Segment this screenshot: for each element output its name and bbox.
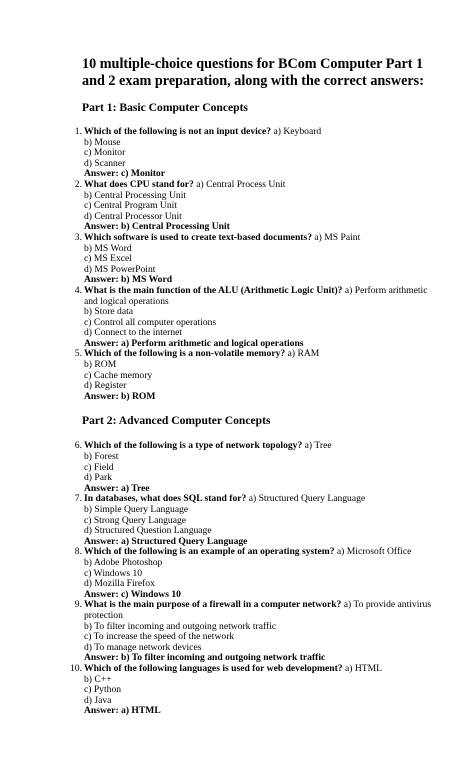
- option: b) ROM: [84, 359, 117, 371]
- option: c) Control all computer operations: [84, 316, 217, 328]
- option: d) Structured Question Language: [84, 525, 212, 537]
- question-text: Which software is used to create text-based documents?: [84, 231, 313, 243]
- question-item: [74, 284, 434, 350]
- question-item: [74, 440, 434, 494]
- answer: Answer: a) Structured Query Language: [84, 535, 248, 547]
- option: c) Cache memory: [84, 369, 153, 381]
- option: b) To filter incoming and outgoing network traffic: [84, 620, 277, 632]
- option: b) Store data: [84, 306, 134, 318]
- question-text: What is the main function of the ALU (Arithmetic Logic Unit)?: [84, 284, 343, 296]
- option: d) To manage network devices: [84, 641, 202, 653]
- option: b) Adobe Photoshop: [84, 556, 163, 568]
- question-text: Which of the following is a type of network topology?: [84, 440, 303, 452]
- option: c) MS Excel: [84, 253, 132, 265]
- option: b) Forest: [84, 451, 119, 463]
- part-heading: Part 2: Advanced Computer Concepts: [82, 414, 271, 428]
- option: c) Strong Query Language: [84, 514, 187, 526]
- option: c) Monitor: [84, 147, 126, 159]
- part-2: [70, 414, 434, 717]
- option: c) Central Program Unit: [84, 200, 177, 212]
- question-text: In databases, what does SQL stand for?: [84, 493, 247, 505]
- question-item: [74, 231, 434, 286]
- option: b) Simple Query Language: [84, 504, 189, 515]
- option: d) MS PowerPoint: [84, 263, 156, 275]
- option: d) Mozilla Firefox: [84, 578, 155, 590]
- page-title: 10 multiple-choice questions for BCom Computer Part 1 and 2 exam preparation, along with the correct answers:: [82, 56, 424, 89]
- option: a) To provide antivirus protection: [84, 599, 432, 621]
- option: a) Central Process Unit: [196, 178, 286, 190]
- question-text: Which of the following languages is used for web development?: [84, 662, 343, 674]
- question-item: [74, 493, 434, 547]
- option: b) MS Word: [84, 242, 132, 254]
- option: c) Python: [84, 684, 122, 696]
- option: d) Park: [84, 472, 112, 484]
- question-list: [70, 440, 434, 717]
- question-number: 9.: [74, 599, 82, 611]
- question-list: [74, 126, 434, 402]
- option: a) RAM: [287, 348, 320, 360]
- option: b) Central Processing Unit: [84, 189, 187, 201]
- part-heading: Part 1: Basic Computer Concepts: [82, 101, 248, 114]
- question-number: 10.: [70, 662, 82, 674]
- answer: Answer: b) MS Word: [84, 274, 173, 286]
- answer: Answer: c) Monitor: [84, 168, 165, 180]
- option: a) Microsoft Office: [336, 546, 412, 558]
- option: a) MS Paint: [314, 231, 361, 243]
- question-item: [70, 662, 434, 717]
- question-text: Which of the following is a non-volatile memory?: [84, 348, 286, 360]
- question-item: [74, 126, 434, 180]
- question-number: 8.: [74, 546, 82, 558]
- question-number: 4.: [74, 284, 82, 296]
- question-number: 1.: [74, 126, 82, 137]
- option: a) Perform arithmetic and logical operations: [84, 284, 428, 307]
- option: a) HTML: [345, 662, 383, 674]
- option: c) Field: [84, 461, 114, 473]
- answer: Answer: b) Central Processing Unit: [84, 221, 230, 233]
- answer: Answer: b) ROM: [84, 390, 156, 402]
- option: a) Tree: [304, 440, 332, 452]
- answer: Answer: a) Tree: [84, 482, 150, 494]
- question-item: [74, 599, 434, 664]
- answer: Answer: b) To filter incoming and outgoing network traffic: [84, 652, 326, 664]
- option: d) Java: [84, 694, 112, 706]
- question-text: What does CPU stand for?: [84, 178, 194, 190]
- option: a) Structured Query Language: [248, 493, 366, 505]
- option: d) Central Processor Unit: [84, 210, 182, 222]
- question-item: [74, 546, 434, 600]
- answer: Answer: c) Windows 10: [84, 588, 181, 600]
- answer: Answer: a) HTML: [84, 705, 161, 717]
- question-text: What is the main purpose of a firewall in a computer network?: [84, 599, 342, 611]
- option: d) Connect to the internet: [84, 327, 183, 339]
- option: a) Keyboard: [273, 126, 322, 137]
- option: d) Register: [84, 380, 127, 392]
- option: b) Mouse: [84, 136, 121, 148]
- option: c) Windows 10: [84, 567, 143, 579]
- question-item: [74, 348, 434, 402]
- question-number: 2.: [74, 178, 82, 190]
- question-number: 7.: [74, 493, 82, 505]
- part-1: [74, 101, 434, 402]
- answer: Answer: a) Perform arithmetic and logical operations: [84, 337, 304, 349]
- question-text: Which of the following is not an input device?: [84, 126, 272, 137]
- question-number: 6.: [74, 440, 82, 452]
- option: c) To increase the speed of the network: [84, 631, 235, 643]
- option: d) Scanner: [84, 157, 126, 169]
- question-item: [74, 178, 434, 233]
- option: b) C++: [84, 673, 112, 685]
- question-number: 5.: [74, 348, 82, 360]
- question-number: 3.: [74, 231, 82, 243]
- question-text: Which of the following is an example of an operating system?: [84, 546, 335, 558]
